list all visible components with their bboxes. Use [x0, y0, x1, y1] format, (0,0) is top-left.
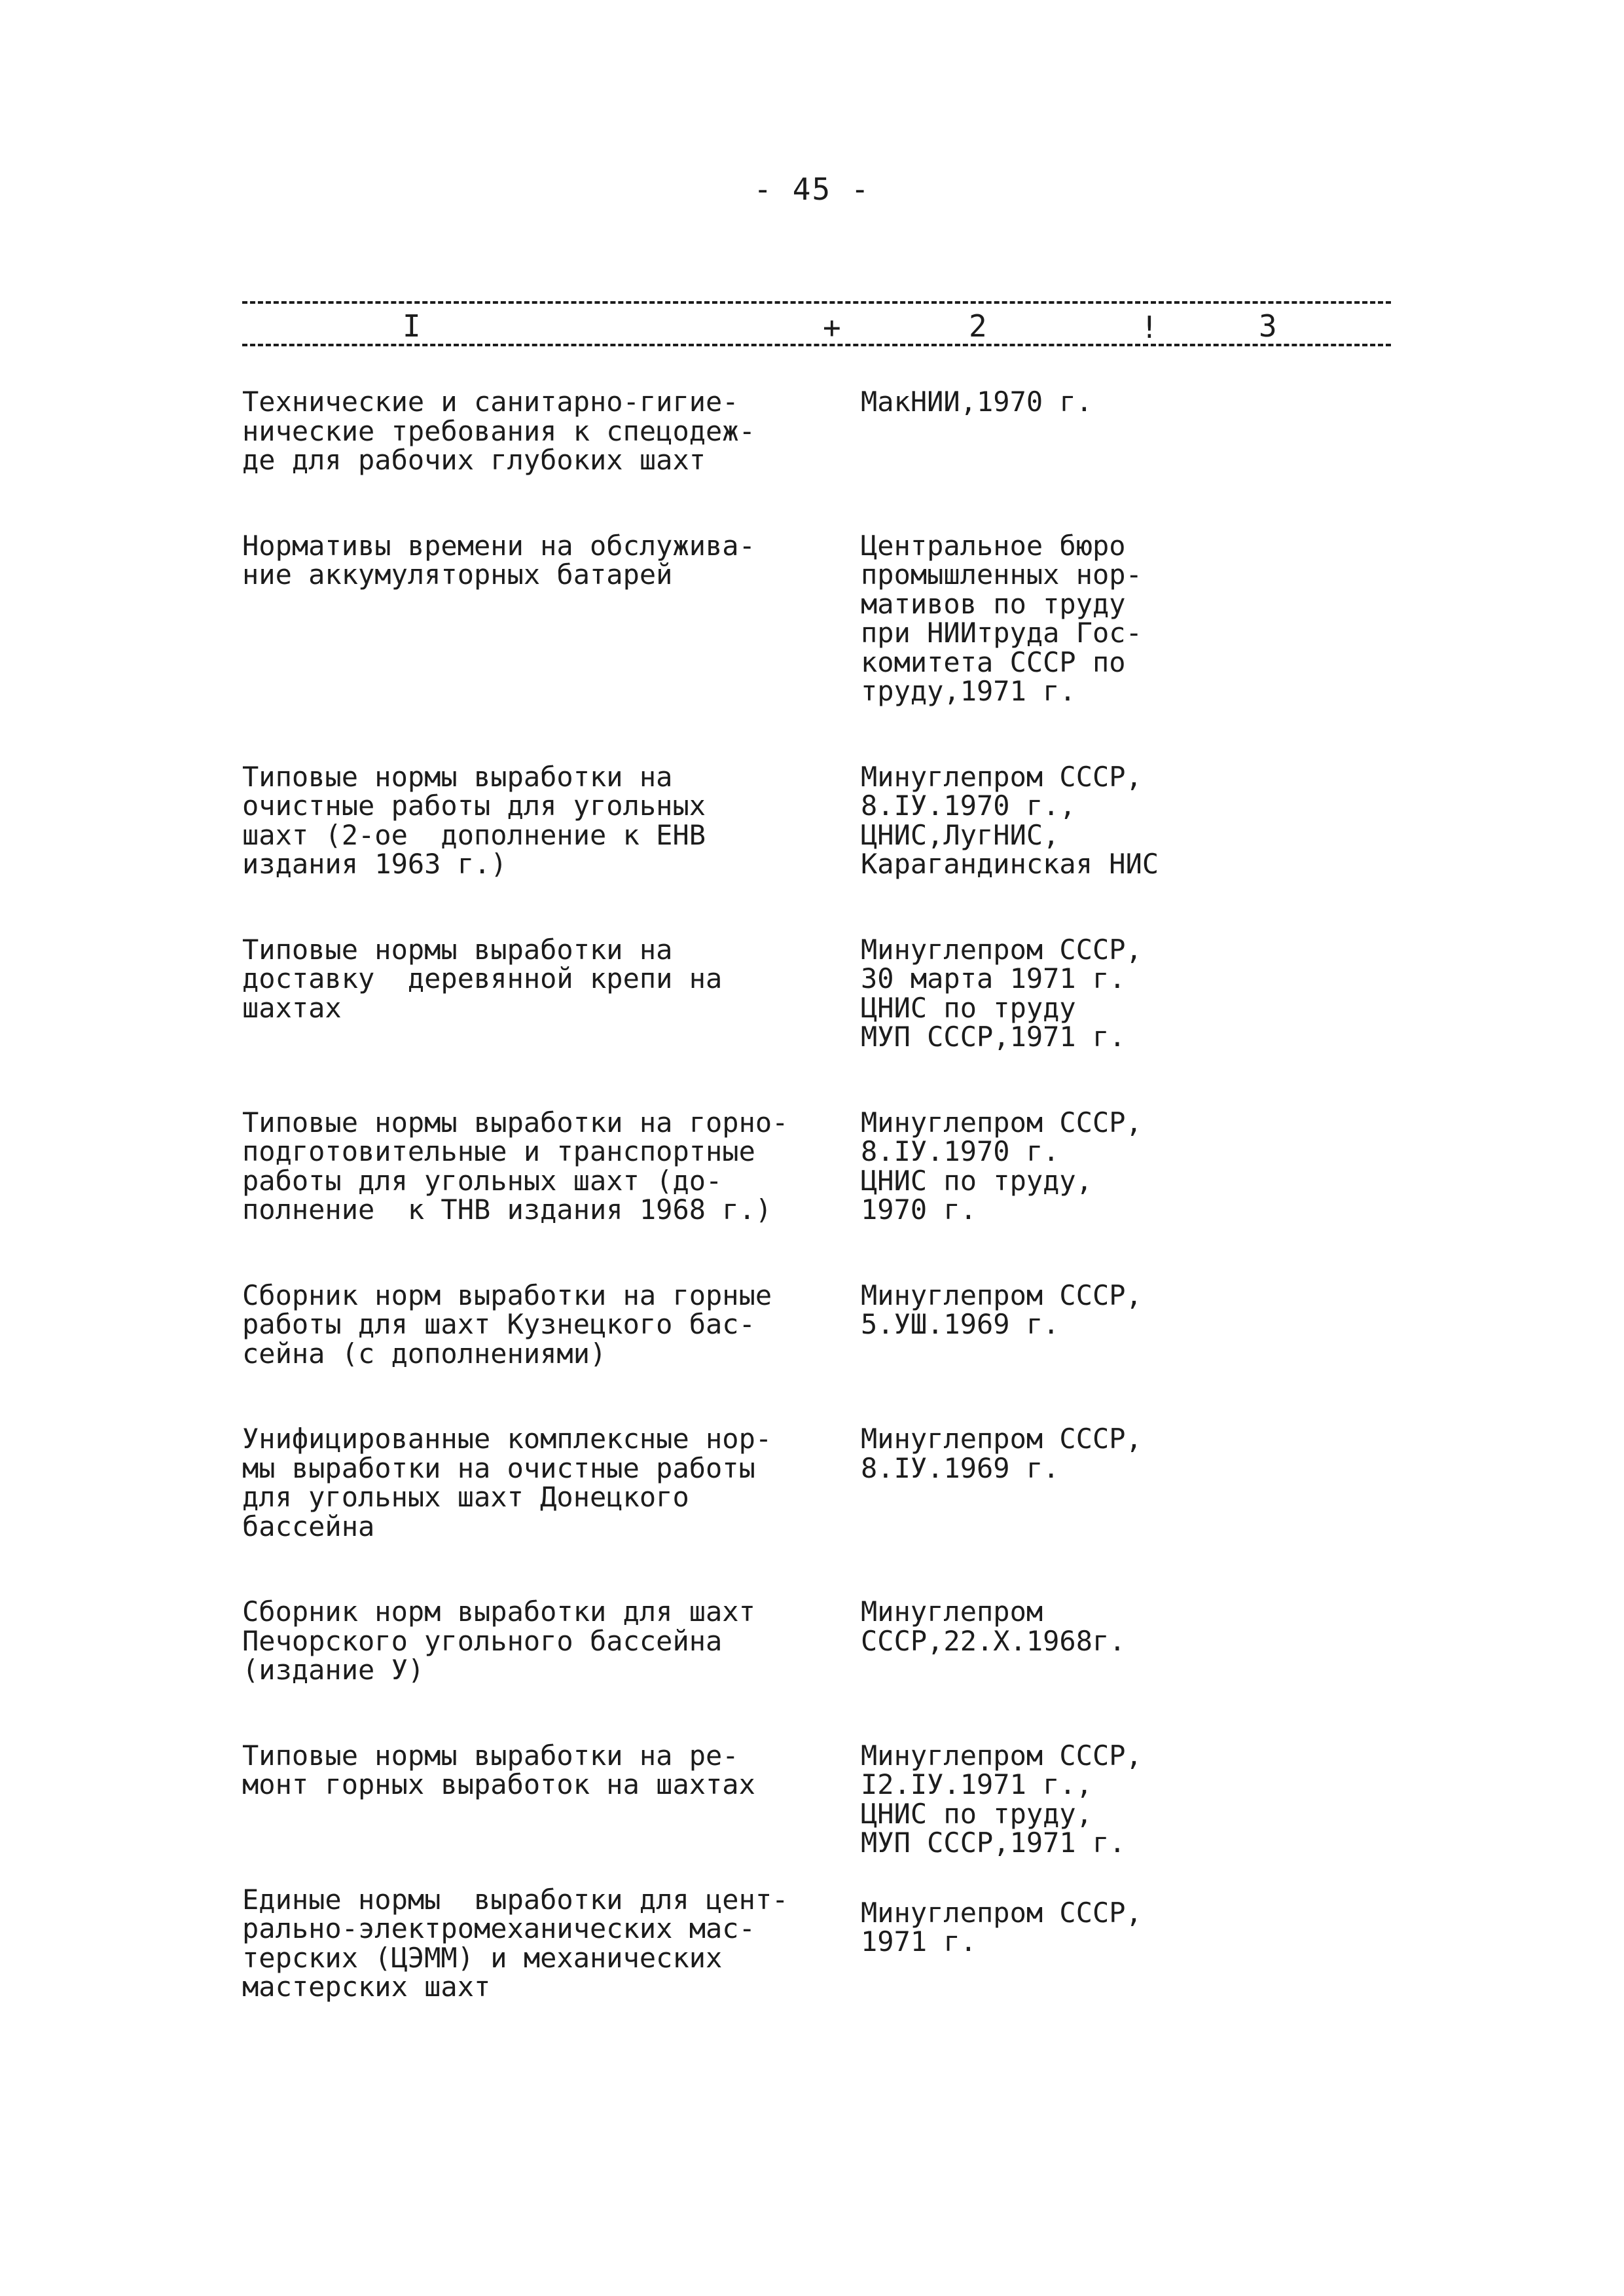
table-row	[242, 1108, 1391, 1225]
title-line: Типовые нормы выработки на	[242, 760, 673, 793]
title-line: полнение к ТНВ издания 1968 г.)	[242, 1194, 772, 1226]
title-line: Сборник норм выработки для шахт	[242, 1595, 755, 1628]
document-title-cell	[242, 1108, 861, 1225]
title-line: ние аккумуляторных батарей	[242, 558, 673, 591]
title-line: мы выработки на очистные работы	[242, 1451, 755, 1484]
title-line: (издание У)	[242, 1654, 425, 1686]
source-line: 8.IУ.1969 г.	[861, 1451, 1060, 1484]
title-line: Печорского угольного бассейна	[242, 1624, 723, 1657]
approval-source-cell	[861, 1281, 1319, 1369]
title-line: Типовые нормы выработки на ре-	[242, 1739, 739, 1772]
table-row	[242, 1883, 1391, 2003]
source-line: Минуглепром СССР,	[861, 1423, 1142, 1455]
title-line: работы для шахт Кузнецкого бас-	[242, 1308, 755, 1340]
column-header-1: I	[403, 308, 421, 344]
column-separator-2: !	[1140, 310, 1159, 345]
title-line: сейна (с дополнениями)	[242, 1337, 607, 1370]
title-line: терских (ЦЭММ) и механических	[242, 1941, 723, 1974]
approval-source-cell	[861, 529, 1319, 707]
source-line: Минуглепром	[861, 1595, 1043, 1628]
title-line: Типовые нормы выработки на горно-	[242, 1106, 789, 1139]
table-header-top-rule	[242, 301, 1391, 304]
source-line: МакНИИ,1970 г.	[861, 386, 1093, 418]
document-title-cell	[242, 1883, 861, 2003]
document-title-cell	[242, 1281, 861, 1369]
document-title-cell	[242, 1425, 861, 1541]
column-header-2: 2	[969, 308, 987, 344]
title-line: издания 1963 г.)	[242, 848, 507, 880]
table-row	[242, 388, 1391, 475]
table-row	[242, 760, 1391, 880]
source-line: промышленных нор-	[861, 558, 1142, 591]
column-header-3: 3	[1259, 308, 1277, 344]
document-title-cell	[242, 760, 861, 880]
source-line: 5.УШ.1969 г.	[861, 1308, 1060, 1340]
source-line: СССР,22.Х.1968г.	[861, 1624, 1126, 1657]
source-line: Минуглепром СССР,	[861, 1279, 1142, 1311]
source-line: Центральное бюро	[861, 529, 1126, 562]
table-row	[242, 1281, 1391, 1369]
source-line: Минуглепром СССР,	[861, 1896, 1142, 1929]
approval-source-cell	[861, 1108, 1319, 1225]
source-line: 8.IУ.1970 г.	[861, 1135, 1060, 1167]
title-line: монт горных выработок на шахтах	[242, 1768, 755, 1800]
source-line: 1970 г.	[861, 1194, 977, 1226]
source-line: Минуглепром СССР,	[861, 760, 1142, 793]
title-line: работы для угольных шахт (до-	[242, 1164, 723, 1197]
source-line: Минуглепром СССР,	[861, 933, 1142, 966]
title-line: очистные работы для угольных	[242, 790, 706, 822]
table-row	[242, 529, 1391, 707]
table-row	[242, 1741, 1391, 1858]
title-line: доставку деревянной крепи на	[242, 962, 723, 994]
approval-source-cell	[861, 1886, 1319, 2002]
title-line: шахтах	[242, 991, 342, 1024]
table-header-bottom-rule	[242, 344, 1391, 346]
title-line: подготовительные и транспортные	[242, 1135, 755, 1167]
title-line: нические требования к спецодеж-	[242, 414, 755, 447]
page-number: - 45 -	[753, 172, 871, 207]
title-line: Типовые нормы выработки на	[242, 933, 673, 966]
title-line: шахт (2-ое дополнение к ЕНВ	[242, 818, 706, 851]
source-line: комитета СССР по	[861, 646, 1126, 678]
title-line: рально-электромеханических мас-	[242, 1912, 755, 1944]
document-title-cell	[242, 388, 861, 475]
source-line: ЦНИС,ЛугНИС,	[861, 818, 1060, 851]
source-line: 30 марта 1971 г.	[861, 962, 1126, 994]
source-line: МУП СССР,1971 г.	[861, 1827, 1126, 1859]
source-line: 1971 г.	[861, 1925, 977, 1958]
source-line: ЦНИС по труду,	[861, 1797, 1093, 1830]
document-title-cell	[242, 1741, 861, 1858]
approval-source-cell	[861, 1425, 1319, 1541]
title-line: Сборник норм выработки на горные	[242, 1279, 772, 1311]
table-row	[242, 933, 1391, 1053]
source-line: I2.IУ.1971 г.,	[861, 1768, 1093, 1800]
title-line: бассейна	[242, 1510, 375, 1542]
column-separator-1: +	[823, 310, 841, 345]
title-line: для угольных шахт Донецкого	[242, 1481, 689, 1513]
document-title-cell	[242, 933, 861, 1052]
approval-source-cell	[861, 760, 1319, 880]
title-line: Единые нормы выработки для цент-	[242, 1883, 789, 1916]
approval-source-cell	[861, 1741, 1319, 1858]
title-line: Унифицированные комплексные нор-	[242, 1423, 772, 1455]
document-title-cell	[242, 1597, 861, 1685]
title-line: мастерских шахт	[242, 1971, 491, 2003]
source-line: ЦНИС по труду,	[861, 1164, 1093, 1197]
approval-source-cell	[861, 388, 1319, 475]
title-line: де для рабочих глубоких шахт	[242, 444, 706, 476]
source-line: мативов по труду	[861, 587, 1126, 620]
source-line: Минуглепром СССР,	[861, 1739, 1142, 1772]
approval-source-cell	[861, 1597, 1319, 1685]
source-line: Минуглепром СССР,	[861, 1106, 1142, 1139]
source-line: МУП СССР,1971 г.	[861, 1021, 1126, 1053]
source-line: при НИИтруда Гос-	[861, 617, 1142, 649]
table-row	[242, 1425, 1391, 1541]
approval-source-cell	[861, 933, 1319, 1053]
table-body	[242, 388, 1391, 2002]
title-line: Нормативы времени на обслужива-	[242, 529, 755, 562]
table-row	[242, 1597, 1391, 1685]
document-title-cell	[242, 529, 861, 706]
source-line: труду,1971 г.	[861, 675, 1076, 707]
source-line: ЦНИС по труду	[861, 991, 1076, 1024]
title-line: Технические и санитарно-гигие-	[242, 386, 739, 418]
source-line: Карагандинская НИС	[861, 848, 1159, 880]
source-line: 8.IУ.1970 г.,	[861, 790, 1076, 822]
